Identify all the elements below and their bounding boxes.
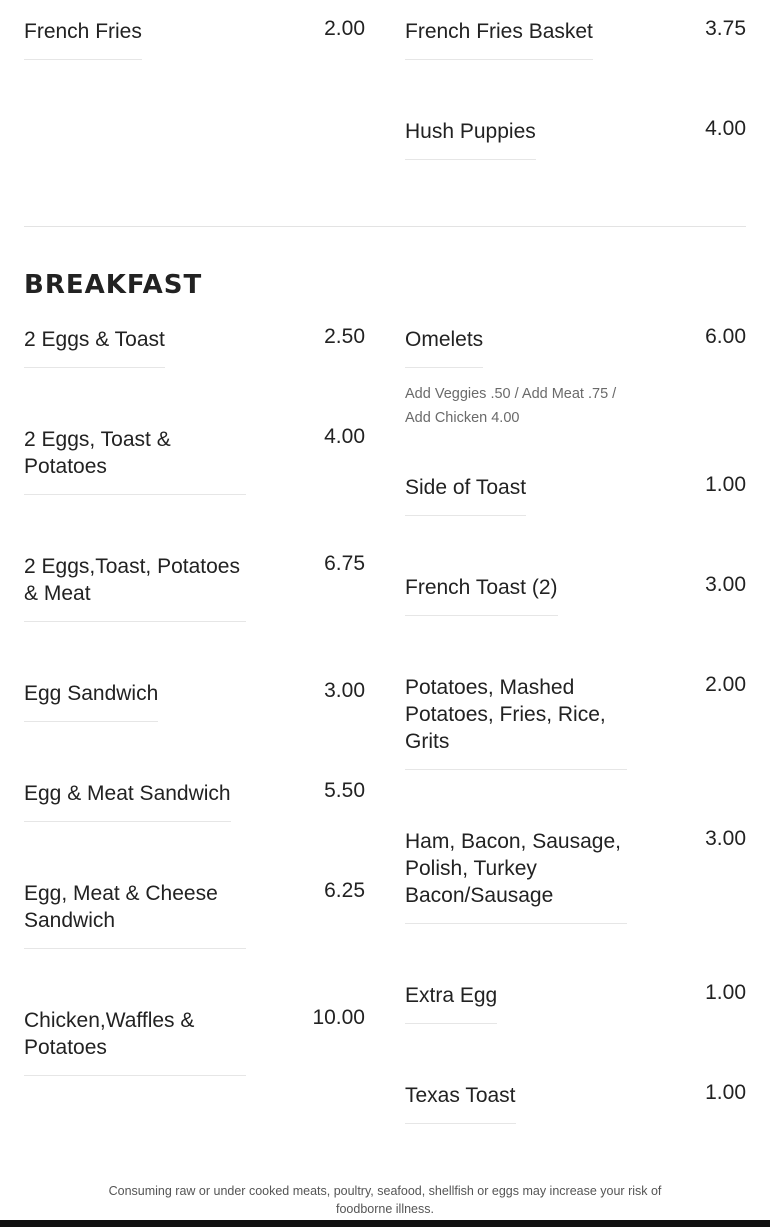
item-price: 4.00	[705, 117, 746, 140]
item-price: 3.00	[705, 827, 746, 850]
item-price: 6.75	[324, 552, 365, 575]
section-title-breakfast: BREAKFAST	[24, 270, 203, 300]
item-price: 2.50	[324, 325, 365, 348]
footer-bar	[0, 1220, 770, 1227]
item-price: 2.00	[705, 673, 746, 696]
item-price: 1.00	[705, 473, 746, 496]
item-price: 3.00	[705, 573, 746, 596]
menu-item	[405, 474, 526, 516]
item-name: Chicken,Waffles & Potatoes	[24, 1007, 246, 1076]
item-price: 5.50	[324, 779, 365, 802]
item-name: Potatoes, Mashed Potatoes, Fries, Rice, Grits	[405, 674, 627, 770]
item-price: 1.00	[705, 981, 746, 1004]
item-price: 6.25	[324, 879, 365, 902]
item-price: 4.00	[324, 425, 365, 448]
item-name: Egg, Meat & Cheese Sandwich	[24, 880, 246, 949]
item-description: Add Veggies .50 / Add Meat .75 / Add Chicken 4.00	[405, 386, 617, 426]
menu-item	[24, 680, 158, 722]
item-name: 2 Eggs & Toast	[24, 326, 165, 368]
section-divider	[24, 226, 746, 227]
item-name: Egg & Meat Sandwich	[24, 780, 231, 822]
menu-item-omelets	[405, 326, 640, 430]
menu-item	[24, 780, 231, 822]
item-name: French Fries	[24, 18, 142, 60]
item-name: French Toast (2)	[405, 574, 558, 616]
item-name: Texas Toast	[405, 1082, 516, 1124]
item-name: Extra Egg	[405, 982, 497, 1024]
food-safety-disclaimer: Consuming raw or under cooked meats, poultry, seafood, shellfish or eggs may increase your risk of foodborne illness.	[108, 1184, 662, 1216]
item-price: 6.00	[705, 325, 746, 348]
item-price: 1.00	[705, 1081, 746, 1104]
menu-item	[405, 574, 558, 616]
item-name: Side of Toast	[405, 474, 526, 516]
menu-item	[24, 326, 165, 368]
item-name: Ham, Bacon, Sausage, Polish, Turkey Bacon/Sausage	[405, 828, 627, 924]
item-price: 3.75	[705, 17, 746, 40]
item-name: 2 Eggs, Toast & Potatoes	[24, 426, 246, 495]
menu-item	[24, 1007, 246, 1076]
item-price: 10.00	[312, 1006, 365, 1029]
item-name: Egg Sandwich	[24, 680, 158, 722]
menu-item	[24, 426, 246, 495]
item-name: Hush Puppies	[405, 118, 536, 160]
menu-item	[24, 553, 246, 622]
item-name: French Fries Basket	[405, 18, 593, 60]
item-price: 3.00	[324, 679, 365, 702]
menu-item	[24, 880, 246, 949]
item-price: 2.00	[324, 17, 365, 40]
menu-item	[405, 982, 497, 1024]
menu-item	[405, 674, 627, 770]
menu-item-french-fries-basket	[405, 18, 593, 60]
menu-item	[405, 1082, 516, 1124]
item-name: 2 Eggs,Toast, Potatoes & Meat	[24, 553, 246, 622]
menu-item-hush-puppies	[405, 118, 536, 160]
item-name: Omelets	[405, 326, 483, 368]
menu-item	[405, 828, 627, 924]
menu-item-french-fries	[24, 18, 142, 60]
